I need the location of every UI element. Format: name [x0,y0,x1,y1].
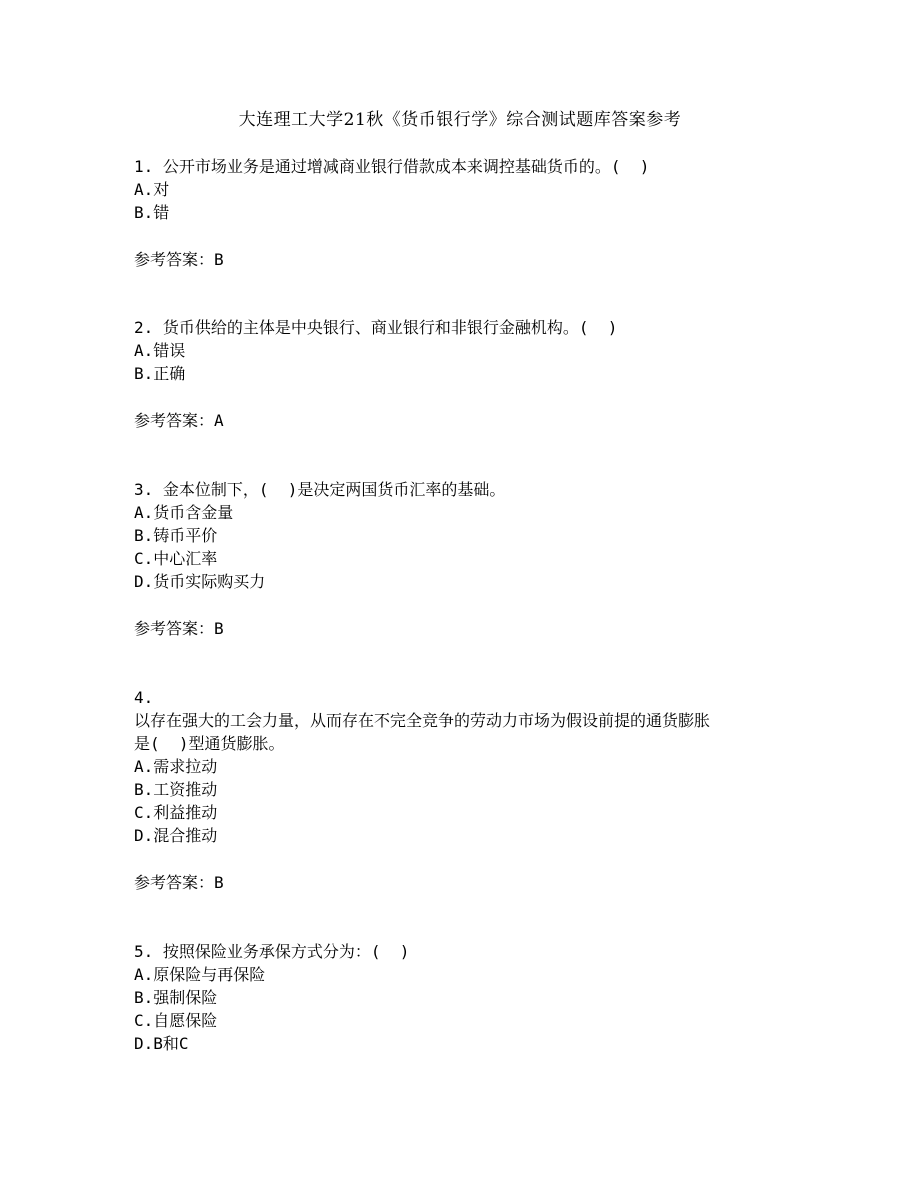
question-3 [134,478,794,640]
document-title: 大连理工大学21秋《货币银行学》综合测试题库答案参考 [238,110,682,130]
question-stem: 3. 金本位制下，( )是决定两国货币汇率的基础。 [134,480,506,499]
option-d: D.B和C [134,1034,189,1053]
option-a: A.对 [134,180,170,199]
question-1 [134,155,794,271]
option-b: B.工资推动 [134,780,218,799]
option-c: C.中心汇率 [134,549,218,568]
option-b: B.铸币平价 [134,526,218,545]
option-a: A.需求拉动 [134,757,218,776]
option-a: A.原保险与再保险 [134,965,266,984]
option-b: B.正确 [134,364,186,383]
question-5 [134,940,794,1055]
option-a: A.错误 [134,341,186,360]
option-b: B.强制保险 [134,988,218,1007]
option-a: A.货币含金量 [134,503,234,522]
answer-line: 参考答案：B [134,250,224,269]
question-stem-line-2: 是( )型通货膨胀。 [134,734,285,753]
option-c: C.自愿保险 [134,1011,218,1030]
option-d: D.混合推动 [134,826,218,845]
option-d: D.货币实际购买力 [134,572,266,591]
answer-line: 参考答案：A [134,411,224,430]
question-2 [134,316,794,432]
question-stem: 1. 公开市场业务是通过增减商业银行借款成本来调控基础货币的。( ) [134,157,650,176]
question-4 [134,686,794,894]
question-stem: 5. 按照保险业务承保方式分为：( ) [134,942,410,961]
answer-line: 参考答案：B [134,619,224,638]
question-stem-line-1: 以存在强大的工会力量，从而存在不完全竞争的劳动力市场为假设前提的通货膨胀 [134,711,711,730]
option-b: B.错 [134,203,170,222]
question-number: 4. [134,688,154,707]
question-stem: 2. 货币供给的主体是中央银行、商业银行和非银行金融机构。( ) [134,318,618,337]
option-c: C.利益推动 [134,803,218,822]
answer-line: 参考答案：B [134,873,224,892]
